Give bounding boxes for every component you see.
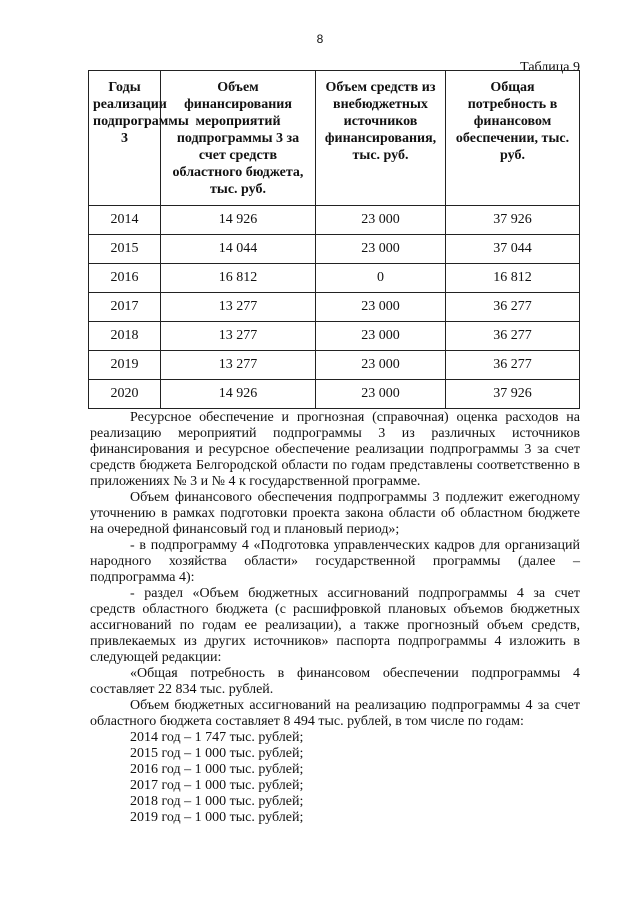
cell-year: 2017 [89,293,161,322]
cell-extra: 23 000 [316,293,446,322]
year-line-2019: 2019 год – 1 000 тыс. рублей; [130,810,304,825]
paragraph-section-volume: - раздел «Объем бюджетных ассигнований подпрограммы 4 за счет средств областного бюджета (с расшифровкой плановых объемов бюджетных ассигнований по годам ее реализации), а также прогнозный объем средств, привлекаемых из других источников» паспорта подпрограммы 4 изложить в следующей редакции: [90,586,580,665]
table-row [89,351,580,380]
table-row [89,293,580,322]
header-years: Годы реализации подпрограммы 3 [89,71,161,206]
paragraph-budget-allocations: Объем бюджетных ассигнований на реализацию подпрограммы 4 за счет областного бюджета составляет 8 494 тыс. рублей, в том числе по годам: [90,698,580,729]
cell-budget: 14 926 [161,206,316,235]
cell-year: 2020 [89,380,161,409]
paragraph-subprogram-4: - в подпрограмму 4 «Подготовка управленческих кадров для организаций народного хозяйства области» государственной программы (далее – подпрограмма 4): [90,538,580,585]
body-text [90,410,580,826]
paragraph-annual-update: Объем финансового обеспечения подпрограммы 3 подлежит ежегодному уточнению в рамках подготовки проекта закона области об областном бюджете на очередной финансовый год и плановый период»; [90,490,580,537]
header-total-need: Общая потребность в финансовом обеспечении, тыс. руб. [446,71,580,206]
cell-total: 36 277 [446,351,580,380]
cell-budget: 14 926 [161,380,316,409]
table-caption: Таблица 9 [520,60,580,75]
cell-total: 37 926 [446,206,580,235]
cell-extra: 0 [316,264,446,293]
cell-extra: 23 000 [316,235,446,264]
cell-extra: 23 000 [316,351,446,380]
year-line-2014: 2014 год – 1 747 тыс. рублей; [130,730,304,745]
cell-total: 37 044 [446,235,580,264]
cell-total: 36 277 [446,293,580,322]
page-number: 8 [316,32,324,46]
header-regional-budget: Объем финансирования мероприятий подпрограммы 3 за счет средств областного бюджета, тыс. руб. [161,71,316,206]
paragraph-total-need: «Общая потребность в финансовом обеспечении подпрограммы 4 составляет 22 834 тыс. рублей. [90,666,580,697]
cell-budget: 14 044 [161,235,316,264]
cell-total: 16 812 [446,264,580,293]
year-line-2015: 2015 год – 1 000 тыс. рублей; [130,746,304,761]
header-extrabudgetary: Объем средств из внебюджетных источников финансирования, тыс. руб. [316,71,446,206]
cell-year: 2015 [89,235,161,264]
table-row [89,264,580,293]
paragraph-resource-support: Ресурсное обеспечение и прогнозная (справочная) оценка расходов на реализацию мероприятий подпрограммы 3 из различных источников финансирования и ресурсное обеспечение реализации подпрограммы 3 за счет средств бюджета Белгородской области по годам представлены соответственно в приложениях № 3 и № 4 к государственной программе. [90,410,580,489]
cell-year: 2019 [89,351,161,380]
cell-total: 36 277 [446,322,580,351]
cell-year: 2014 [89,206,161,235]
cell-extra: 23 000 [316,206,446,235]
table-row [89,235,580,264]
cell-total: 37 926 [446,380,580,409]
cell-budget: 13 277 [161,322,316,351]
cell-budget: 16 812 [161,264,316,293]
cell-budget: 13 277 [161,351,316,380]
funding-table [88,70,580,409]
table-row [89,206,580,235]
table-header-row [89,71,580,206]
cell-extra: 23 000 [316,380,446,409]
year-line-2017: 2017 год – 1 000 тыс. рублей; [130,778,304,793]
cell-year: 2018 [89,322,161,351]
cell-year: 2016 [89,264,161,293]
table-row [89,322,580,351]
cell-extra: 23 000 [316,322,446,351]
cell-budget: 13 277 [161,293,316,322]
year-line-2018: 2018 год – 1 000 тыс. рублей; [130,794,304,809]
year-line-2016: 2016 год – 1 000 тыс. рублей; [130,762,304,777]
table-row [89,380,580,409]
